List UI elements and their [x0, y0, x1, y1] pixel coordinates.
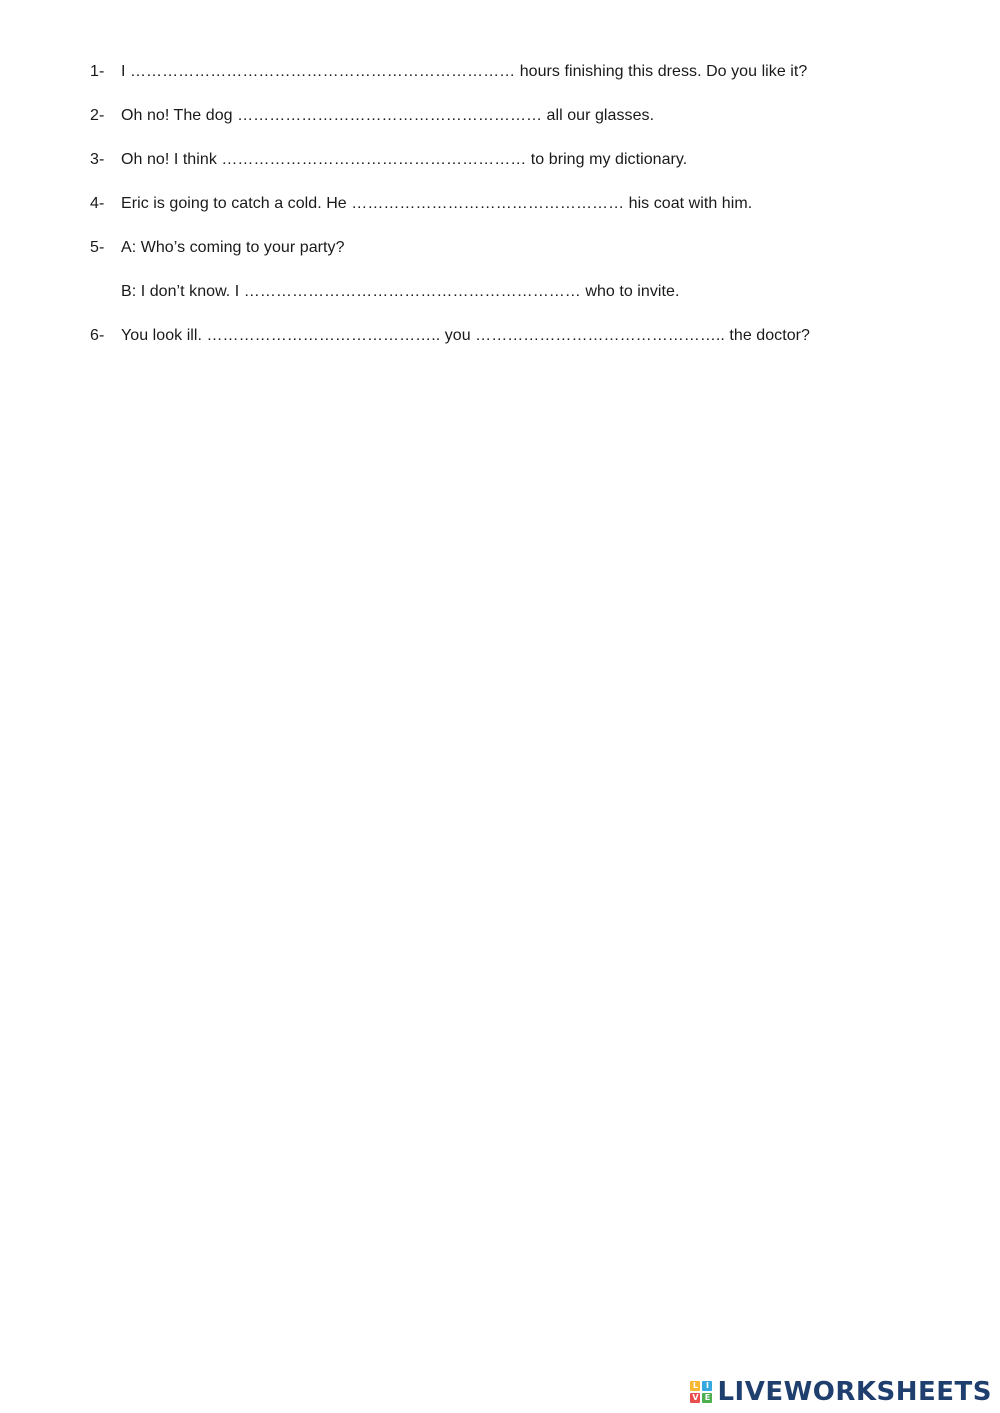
- question-number: 2-: [90, 107, 105, 124]
- question-text-before: I: [121, 63, 130, 80]
- answer-blank[interactable]: ……………………………………………: [351, 195, 625, 212]
- logo-badge-letter: E: [702, 1393, 712, 1403]
- question-number: 3-: [90, 151, 105, 168]
- answer-blank[interactable]: …………………………………………………: [221, 151, 527, 168]
- answer-blank-2[interactable]: ………………………………………..: [475, 327, 725, 344]
- question-text-before: B: I don’t know. I: [121, 283, 244, 300]
- answer-blank[interactable]: ………………………………………………………………: [130, 63, 516, 80]
- question-text-after: to bring my dictionary.: [526, 151, 688, 168]
- logo-text: LIVEWORKSHEETS: [717, 1377, 992, 1407]
- question-4: [90, 194, 752, 214]
- question-text-before: Eric is going to catch a cold. He: [121, 195, 352, 212]
- logo-badge-icon: [690, 1381, 712, 1403]
- logo-badge-letter: V: [692, 1393, 699, 1402]
- question-5-response: [90, 282, 679, 302]
- answer-blank[interactable]: ………………………………………………………: [243, 283, 581, 300]
- question-text-after: the doctor?: [724, 327, 810, 344]
- question-text-middle: you: [440, 327, 476, 344]
- question-text-after: his coat with him.: [624, 195, 753, 212]
- question-text-after: who to invite.: [580, 283, 680, 300]
- liveworksheets-logo[interactable]: [690, 1377, 992, 1407]
- question-3: [90, 150, 687, 170]
- question-1: [90, 62, 807, 82]
- logo-badge-letter: L: [690, 1381, 700, 1391]
- logo-badge-letter: I: [702, 1381, 712, 1391]
- question-number: 6-: [90, 327, 105, 344]
- question-number: 4-: [90, 195, 105, 212]
- question-number: 1-: [90, 63, 105, 80]
- answer-blank[interactable]: …………………………………………………: [237, 107, 543, 124]
- question-5: [90, 238, 345, 258]
- question-text-before: Oh no! The dog: [121, 107, 238, 124]
- question-text-after: all our glasses.: [542, 107, 655, 124]
- question-text: A: Who’s coming to your party?: [121, 239, 345, 256]
- answer-blank-1[interactable]: ……………………………………..: [206, 327, 441, 344]
- question-2: [90, 106, 654, 126]
- question-text-before: You look ill.: [121, 327, 207, 344]
- question-text-after: hours finishing this dress. Do you like it?: [515, 63, 808, 80]
- question-6: [90, 326, 810, 346]
- question-text-before: Oh no! I think: [121, 151, 222, 168]
- question-number: 5-: [90, 239, 105, 256]
